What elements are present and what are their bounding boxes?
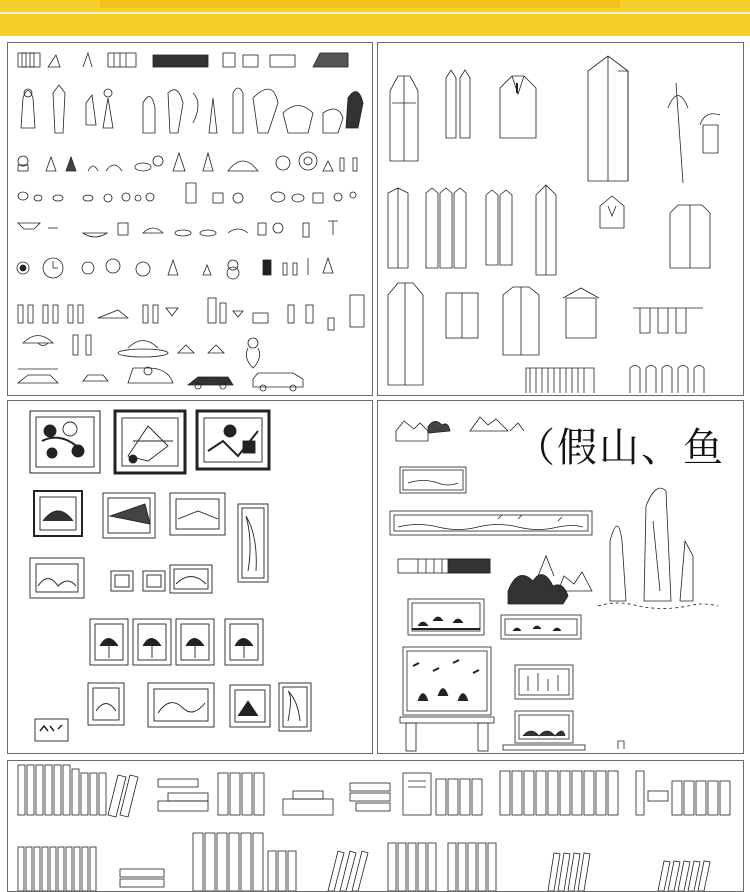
books-row (18, 53, 348, 67)
banner-highlight (100, 0, 620, 8)
tableware-row (23, 335, 260, 368)
yellow-banner (0, 0, 750, 36)
painting-large-3 (197, 411, 269, 469)
vehicles-row (18, 367, 303, 391)
aquarium-small (400, 467, 466, 493)
banner-divider (0, 12, 750, 14)
shirts-row (388, 185, 710, 275)
painting-large-1 (30, 411, 100, 473)
aquarium-fish-2 (501, 615, 581, 639)
painting-row-2 (34, 491, 268, 582)
rockery-caption: （假山、鱼 (515, 425, 725, 471)
bottles-row (18, 295, 364, 330)
aquarium-fish-1 (408, 599, 484, 635)
panel-books[interactable] (7, 760, 744, 892)
figurines-row (18, 152, 357, 171)
vases-row (18, 183, 356, 203)
statues-row (21, 85, 363, 133)
rock-group (508, 556, 592, 604)
panel-decor-objects[interactable] (7, 42, 373, 396)
aquarium-large-stand (400, 647, 494, 751)
aquarium-long (390, 511, 592, 535)
bowls-row (18, 221, 338, 237)
panel-framed-paintings[interactable] (7, 400, 373, 754)
coats-row-1 (390, 56, 720, 183)
aquarium-striped (398, 559, 490, 573)
painting-large-2 (115, 411, 185, 473)
books-row-bottom (18, 833, 710, 891)
painting-row-4-flowers (90, 619, 263, 665)
painting-row-5 (35, 683, 311, 741)
decor-objects-drawing (8, 43, 372, 395)
paintings-drawing (8, 401, 372, 753)
aquarium-tall (515, 665, 573, 699)
books-drawing (8, 761, 743, 891)
painting-row-3 (30, 558, 212, 598)
panel-clothing[interactable] (377, 42, 744, 396)
tall-rocks (598, 488, 718, 608)
clocks-row (17, 258, 333, 279)
hangers-row (526, 366, 704, 394)
clothing-drawing (378, 43, 743, 395)
small-rocks (396, 417, 524, 441)
aquarium-bottom (503, 711, 624, 750)
books-row-top (18, 765, 730, 817)
